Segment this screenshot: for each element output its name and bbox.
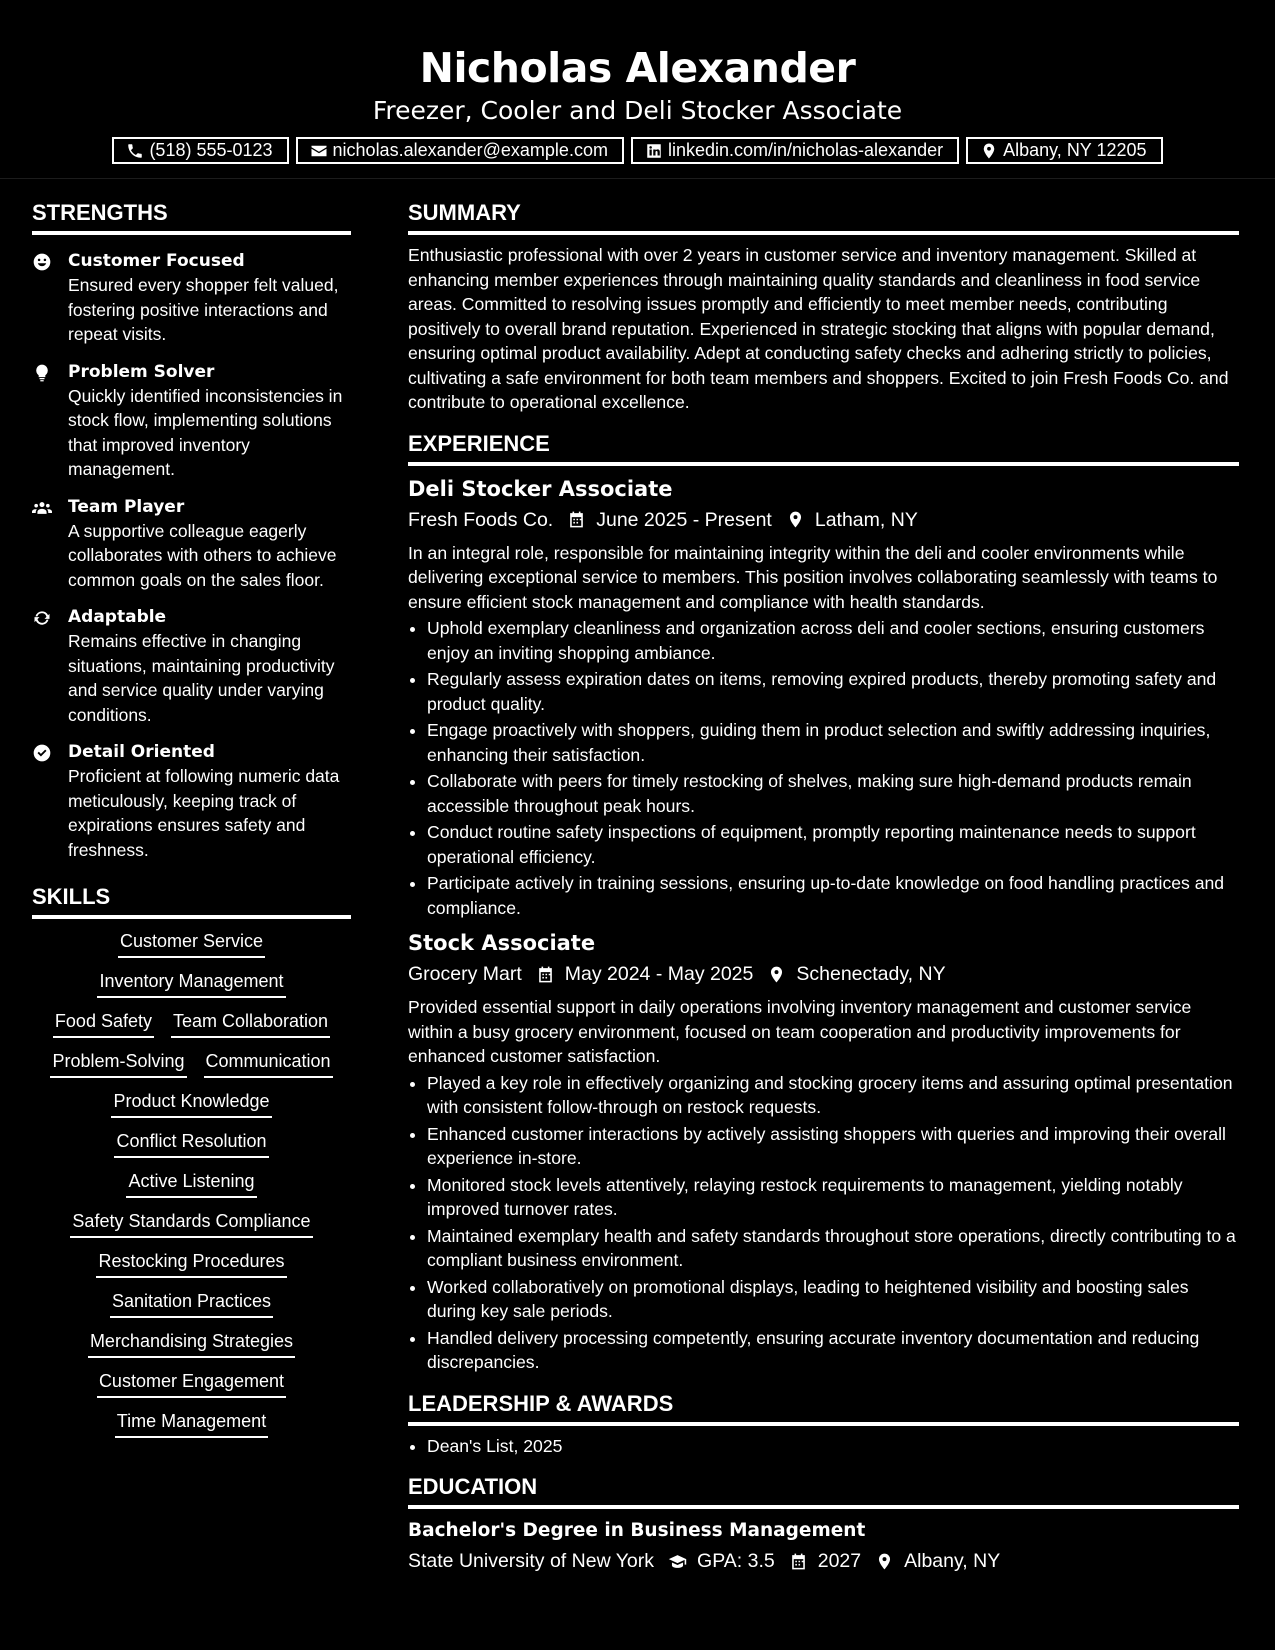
education-school: State University of New York [408,1550,655,1572]
strength-title: Adaptable [68,607,167,627]
job-description: Provided essential support in daily operations involving inventory management and customer service within a busy grocery environment, focused on team cooperation and productivity improvements for enhanced customer satisfaction. [408,997,1192,1066]
strength-title: Problem Solver [68,361,215,382]
skill-tag: Communication [204,1049,333,1078]
location-icon [875,1552,894,1571]
job-bullet: • Monitored stock levels attentively, relaying restock requirements to management, yielding notably improved turnover rates. [427,1173,1239,1222]
contact-phone[interactable] [112,137,288,164]
summary-title: SUMMARY [408,200,1239,235]
education-gpa: GPA: 3.5 [697,1550,775,1572]
job-bullet: • Enhanced customer interactions by actively assisting shoppers with queries and improving their overall experience in-store. [427,1122,1239,1171]
job-bullet: • Played a key role in effectively organizing and stocking grocery items and assuring optimal presentation with consistent follow-through on restock requests. [427,1071,1239,1120]
job-bullet: • Engage proactively with shoppers, guiding them in product selection and swiftly addressing inquiries, enhancing their satisfaction. [427,718,1239,767]
job-bullet: • Uphold exemplary cleanliness and organization across deli and cooler sections, ensuring customers enjoy an inviting shopping ambiance. [427,616,1239,665]
phone-icon [126,142,144,160]
job-entry [408,475,1239,921]
right-column [408,200,1239,1575]
candidate-name: Nicholas Alexander [419,44,856,92]
location-icon [786,510,805,529]
award-item: • Dean's List, 2025 [427,1434,1239,1459]
users-icon [32,498,52,518]
skill-tag: Problem-Solving [50,1049,186,1078]
calendar-icon [789,1552,808,1571]
calendar-icon [567,510,586,529]
contact-phone-text: (518) 555-0123 [149,140,273,160]
left-column [32,200,351,1438]
skill-tag: Food Safety [53,1009,154,1038]
email-icon [310,142,328,160]
job-location: Latham, NY [814,508,918,531]
skills-title: SKILLS [32,884,351,919]
strength-desc: Ensured every shopper felt valued, fostering positive interactions and repeat visits. [68,275,339,344]
contact-linkedin-text: linkedin.com/in/nicholas-alexander [667,140,944,160]
strength-item [32,495,351,593]
skill-tag: Merchandising Strategies [88,1329,295,1358]
skill-tag: Active Listening [126,1169,256,1198]
awards-list [408,1434,1239,1459]
strength-desc: Remains effective in changing situations, maintaining productivity and service quality under varying conditions. [68,631,335,725]
smile-icon [32,252,52,272]
sync-icon [32,608,52,628]
job-bullet: • Participate actively in training sessions, ensuring up-to-date knowledge on food handling practices and compliance. [427,871,1239,920]
job-bullet: • Handled delivery processing competently, ensuring accurate inventory documentation and reducing discrepancies. [427,1326,1239,1375]
skill-tag: Sanitation Practices [110,1289,273,1318]
lightbulb-icon [32,363,52,383]
job-meta [408,506,1239,534]
contact-bar [0,137,1275,164]
strength-item [32,249,351,347]
job-location: Schenectady, NY [796,963,946,985]
candidate-headline: Freezer, Cooler and Deli Stocker Associate [372,96,903,125]
location-icon [767,965,786,984]
education-degree: Bachelor's Degree in Business Management [408,1520,866,1541]
job-bullet: • Worked collaboratively on promotional displays, leading to heightened visibility and boosting sales during key sale periods. [427,1275,1239,1324]
skill-tag: Customer Service [118,929,265,958]
check-circle-icon [32,743,52,763]
strength-title: Team Player [68,496,185,517]
summary-text: Enthusiastic professional with over 2 years in customer service and inventory management. Skilled at enhancing member experiences through maintaining quality standards and cleanliness in food service areas. Committed to resolving issues promptly and efficiently to meet member needs, contributing positively to overall brand reputation. Experienced in strategic stocking that aligns with popular demand, ensuring optimal product availability. Adept at conducting safety checks and adhering strictly to policies, cultivating a safe environment for both team members and shoppers. Excited to join Fresh Foods Co. and contribute to operational excellence. [408,245,1229,412]
job-bullets [408,616,1239,920]
job-bullet: • Collaborate with peers for timely restocking of shelves, making sure high-demand products remain accessible throughout peak hours. [427,769,1239,818]
strength-desc: Proficient at following numeric data meticulously, keeping track of expirations ensures safety and freshness. [68,766,340,860]
strength-item [32,740,351,862]
job-dates: June 2025 - Present [596,508,772,531]
skill-tag: Conflict Resolution [114,1129,268,1158]
education-location: Albany, NY [904,1550,1001,1572]
skill-tag: Product Knowledge [111,1089,271,1118]
strength-title: Detail Oriented [68,742,215,762]
skill-tag: Customer Engagement [97,1369,286,1398]
location-icon [980,142,998,160]
resume-header [0,0,1275,179]
job-company: Fresh Foods Co. [408,508,554,531]
contact-location-text: Albany, NY 12205 [1003,140,1147,160]
job-bullet: • Regularly assess expiration dates on items, removing expired products, thereby promoting safety and product quality. [427,667,1239,716]
skill-tag: Safety Standards Compliance [70,1209,312,1238]
education-title: EDUCATION [408,1474,1239,1509]
skill-tag: Inventory Management [97,969,285,998]
experience-title: EXPERIENCE [408,431,1239,466]
job-bullets [408,1071,1239,1375]
job-meta [408,960,1239,988]
job-bullet: • Maintained exemplary health and safety standards throughout store operations, directly contributing to a compliant business environment. [427,1224,1239,1273]
strength-title: Customer Focused [68,251,245,271]
job-title: Stock Associate [408,931,596,955]
skill-tag: Time Management [115,1409,268,1438]
skill-tag: Team Collaboration [171,1009,330,1038]
job-dates: May 2024 - May 2025 [564,963,754,985]
strength-desc: Quickly identified inconsistencies in stock flow, implementing solutions that improved inventory management. [68,385,343,479]
job-company: Grocery Mart [408,963,522,985]
job-bullet: • Conduct routine safety inspections of equipment, promptly reporting maintenance needs to support operational efficiency. [427,820,1239,869]
contact-email[interactable] [296,137,624,164]
education-meta [408,1547,1239,1575]
strength-desc: A supportive colleague eagerly collaborates with others to achieve common goals on the sales floor. [68,520,337,590]
strength-item [32,360,351,482]
skill-tag: Restocking Procedures [96,1249,286,1278]
linkedin-icon [645,142,663,160]
contact-linkedin[interactable] [631,137,959,164]
education-year: 2027 [817,1550,862,1572]
strengths-title: STRENGTHS [32,200,351,235]
contact-location [966,137,1162,164]
awards-title: LEADERSHIP & AWARDS [408,1391,1239,1426]
graduation-cap-icon [668,1552,687,1571]
contact-email-text: nicholas.alexander@example.com [332,140,608,160]
skills-list [32,929,351,1438]
strength-item [32,605,351,727]
job-entry [408,929,1239,1375]
job-description: In an integral role, responsible for maintaining integrity within the deli and cooler environments while delivering exceptional service to members. This position involves collaborating seamlessly with teams to ensure efficient stock management and compliance with health standards. [408,542,1218,612]
calendar-icon [536,965,555,984]
job-title: Deli Stocker Associate [408,476,673,501]
